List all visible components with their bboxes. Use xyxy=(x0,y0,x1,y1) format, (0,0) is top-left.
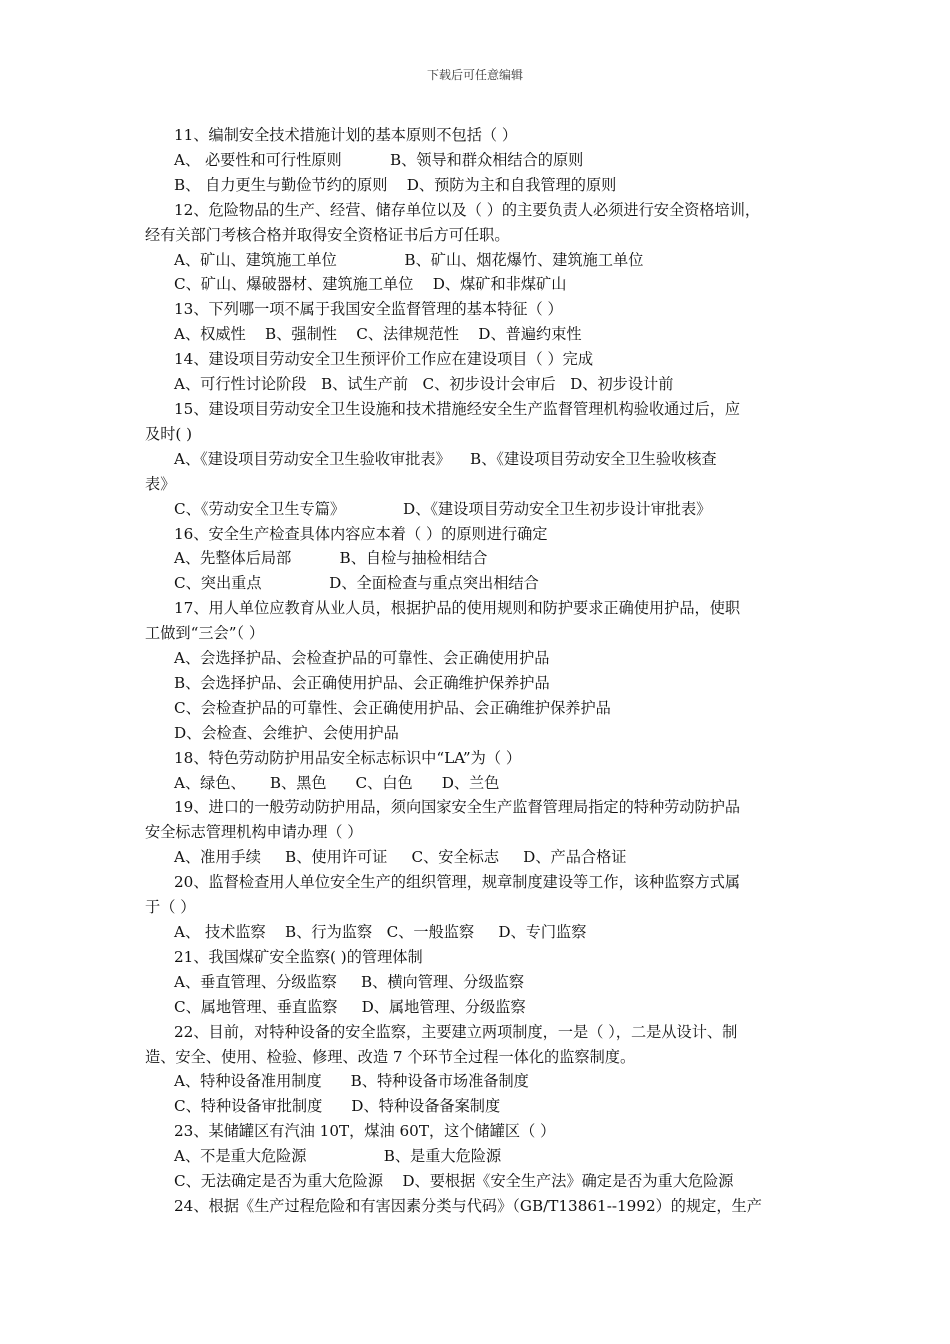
text-line: C、属地管理、垂直监察 D、属地管理、分级监察 xyxy=(174,997,526,1016)
text-line: 18、特色劳动防护用品安全标志标识中“LA”为（ ） xyxy=(174,748,522,767)
text-line: A、特种设备准用制度 B、特种设备市场准备制度 xyxy=(174,1072,529,1091)
text-line: A、 技术监察 B、行为监察 C、一般监察 D、专门监察 xyxy=(174,923,587,941)
document-body xyxy=(145,123,813,1219)
text-line: A、可行性讨论阶段 B、试生产前 C、初步设计会审后 D、初步设计前 xyxy=(174,375,674,394)
text-line: 15、建设项目劳动安全卫生设施和技术措施经安全生产监督管理机构验收通过后，应 xyxy=(174,399,741,418)
text-line: 于（ ） xyxy=(145,898,196,917)
text-line: A、矿山、建筑施工单位 B、矿山、烟花爆竹、建筑施工单位 xyxy=(174,250,644,269)
text-line: A、会选择护品、会检查护品的可靠性、会正确使用护品 xyxy=(174,649,550,668)
text-line: B、会选择护品、会正确使用护品、会正确维护保养护品 xyxy=(174,673,550,692)
text-line: 16、安全生产检查具体内容应本着（ ）的原则进行确定 xyxy=(174,524,548,543)
text-line: A、《建设项目劳动安全卫生验收审批表》 B、《建设项目劳动安全卫生验收核查 xyxy=(174,449,717,468)
text-line: 12、危险物品的生产、经营、储存单位以及（ ）的主要负责人必须进行安全资格培训， xyxy=(174,200,761,219)
text-line: C、特种设备审批制度 D、特种设备备案制度 xyxy=(174,1097,501,1116)
text-line: 14、建设项目劳动安全卫生预评价工作应在建设项目（ ）完成 xyxy=(174,350,594,369)
text-line: 表》 xyxy=(145,474,176,493)
text-line: C、会检查护品的可靠性、会正确使用护品、会正确维护保养护品 xyxy=(174,698,611,717)
text-line: 13、下列哪一项不属于我国安全监督管理的基本特征（ ） xyxy=(174,300,563,319)
text-line: A、不是重大危险源 B、是重大危险源 xyxy=(174,1147,502,1166)
text-line: A、权威性 B、强制性 C、法律规范性 D、普遍约束性 xyxy=(174,325,582,344)
text-line: 及时( ) xyxy=(145,424,193,443)
text-line: 11、编制安全技术措施计划的基本原则不包括（ ） xyxy=(174,126,518,144)
text-line: B、 自力更生与勤俭节约的原则 D、预防为主和自我管理的原则 xyxy=(174,175,617,194)
text-line: A、 必要性和可行性原则 B、领导和群众相结合的原则 xyxy=(174,150,584,169)
text-line: 造、安全、使用、检验、修理、改造 7 个环节全过程一体化的监察制度。 xyxy=(145,1047,636,1066)
text-line: 安全标志管理机构申请办理（ ） xyxy=(145,823,363,842)
text-line: 20、监督检查用人单位安全生产的组织管理，规章制度建设等工作，该种监察方式属 xyxy=(174,873,741,892)
text-line: 21、我国煤矿安全监察( )的管理体制 xyxy=(174,947,423,966)
page-header: 下载后可任意编辑 xyxy=(426,68,523,82)
text-line: C、矿山、爆破器材、建筑施工单位 D、煤矿和非煤矿山 xyxy=(174,275,567,294)
text-line: 19、进口的一般劳动防护用品，须向国家安全生产监督管理局指定的特种劳动防护品 xyxy=(174,798,741,817)
text-line: A、准用手续 B、使用许可证 C、安全标志 D、产品合格证 xyxy=(174,848,627,867)
text-line: D、会检查、会维护、会使用护品 xyxy=(174,723,399,742)
text-line: 24、根据《生产过程危险和有害因素分类与代码》（GB/T13861--1992）的规定，生产 xyxy=(174,1196,762,1215)
text-line: C、无法确定是否为重大危险源 D、要根据《安全生产法》确定是否为重大危险源 xyxy=(174,1172,734,1191)
text-line: 17、用人单位应教育从业人员，根据护品的使用规则和防护要求正确使用护品，使职 xyxy=(174,599,741,618)
text-line: 23、某储罐区有汽油 10T，煤油 60T，这个储罐区（ ） xyxy=(174,1122,556,1141)
text-line: 22、目前，对特种设备的安全监察，主要建立两项制度，一是（ ），二是从设计、制 xyxy=(174,1022,738,1041)
text-line: C、《劳动安全卫生专篇》 D、《建设项目劳动安全卫生初步设计审批表》 xyxy=(174,499,712,518)
text-line: A、绿色、 B、黑色 C、白色 D、兰色 xyxy=(174,773,500,792)
text-line: A、先整体后局部 B、自检与抽检相结合 xyxy=(174,549,488,568)
text-line: 经有关部门考核合格并取得安全资格证书后方可任职。 xyxy=(145,225,510,244)
text-line: 工做到“三会”（ ） xyxy=(145,624,265,643)
text-line: C、突出重点 D、全面检查与重点突出相结合 xyxy=(174,574,539,593)
text-line: A、垂直管理、分级监察 B、横向管理、分级监察 xyxy=(174,972,525,991)
